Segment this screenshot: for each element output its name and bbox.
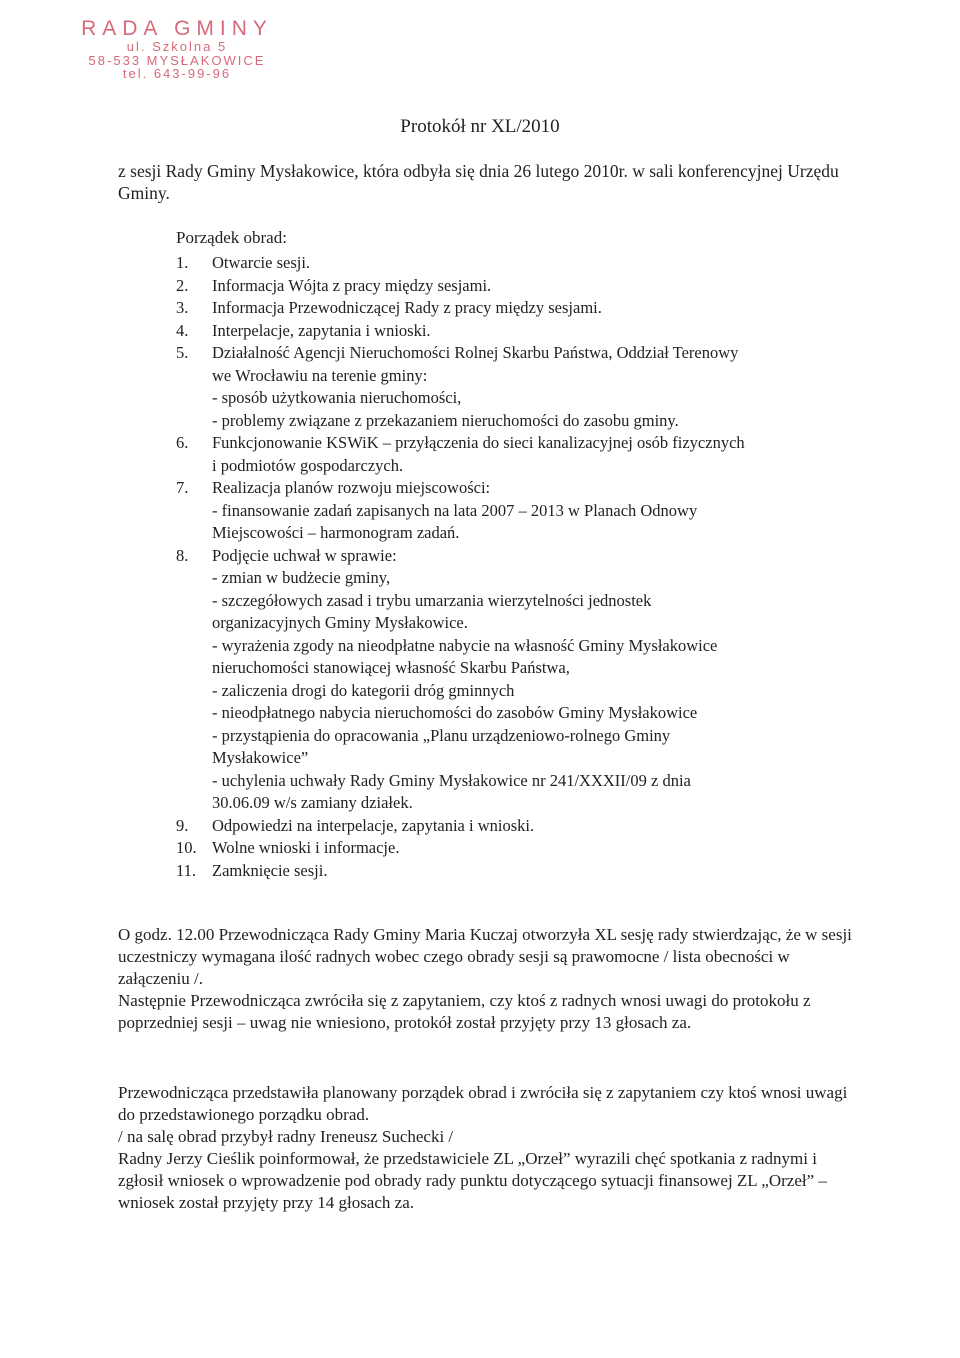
agenda-item-text (212, 320, 866, 343)
agenda-item-line: Otwarcie sesji. (212, 253, 311, 272)
agenda-item-text (212, 815, 866, 838)
agenda-item-number: 8. (176, 545, 189, 565)
stamp-line-3: 58-533 MYSŁAKOWICE (88, 52, 266, 68)
agenda-item-line: we Wrocławiu na terenie gminy: (212, 365, 428, 385)
agenda-heading: Porządek obrad: (176, 228, 287, 247)
agenda-item-number: 10. (176, 838, 197, 857)
agenda-item-line: - nieodpłatnego nabycia nieruchomości do zasobów Gminy Mysłakowice (212, 703, 698, 722)
stamp-line-1: RADA GMINY (81, 17, 273, 40)
agenda-item-line: Zamknięcie sesji. (212, 860, 328, 880)
agenda-item (176, 545, 866, 815)
agenda-item-text (212, 477, 866, 545)
paragraph-line: O godz. 12.00 Przewodnicząca Rady Gminy Maria Kuczaj otworzyła XL sesję rady stwierdzając, że w sesji uczestniczy wymagana ilość radnych wobec czego obrady sesji są prawomocne / lista obecności w załączeniu /. (118, 925, 852, 988)
agenda-item (176, 320, 866, 343)
intro-paragraph: z sesji Rady Gminy Mysłakowice, która odbyła się dnia 26 lutego 2010r. w sali konferencyjnej Urzędu Gminy. (118, 161, 839, 203)
agenda-item-line: organizacyjnych Gminy Mysłakowice. (212, 613, 468, 632)
stamp-line-2: ul. Szkolna 5 (126, 39, 228, 55)
agenda-item-number: 7. (176, 478, 189, 497)
agenda-item (176, 275, 866, 298)
agenda-item-text (212, 837, 866, 860)
agenda-item (176, 815, 866, 838)
agenda-item-number: 9. (176, 815, 189, 835)
agenda-item-number: 3. (176, 298, 189, 317)
agenda-item-line: Funkcjonowanie KSWiK – przyłączenia do sieci kanalizacyjnej osób fizycznych (212, 433, 745, 452)
agenda-item-line: - problemy związane z przekazaniem nieruchomości do zasobu gminy. (212, 410, 679, 430)
agenda-discussion-paragraph (118, 1082, 860, 1214)
agenda-item-line: - przystąpienia do opracowania „Planu urządzeniowo-rolnego Gminy (212, 725, 671, 745)
agenda-item-line: Wolne wnioski i informacje. (212, 838, 400, 857)
agenda-item-line: 30.06.09 w/s zamiany działek. (212, 793, 413, 812)
agenda-item-line: nieruchomości stanowiącej własność Skarbu Państwa, (212, 658, 570, 677)
agenda-item (176, 342, 866, 432)
council-stamp (62, 18, 292, 81)
agenda-item-number: 6. (176, 433, 189, 452)
agenda-item-line: Informacja Przewodniczącej Rady z pracy między sesjami. (212, 298, 602, 317)
agenda-item-number: 4. (176, 320, 189, 340)
agenda-item-line: Odpowiedzi na interpelacje, zapytania i wnioski. (212, 815, 535, 835)
agenda-item-text (212, 545, 866, 815)
agenda-item-line: Informacja Wójta z pracy między sesjami. (212, 275, 492, 295)
agenda-item-text (212, 432, 866, 477)
agenda-item-text (212, 342, 866, 432)
agenda-item-line: Mysłakowice” (212, 748, 309, 767)
agenda-item-number: 1. (176, 253, 189, 272)
agenda-item-line: - zmian w budżecie gminy, (212, 568, 391, 587)
agenda-item-line: Interpelacje, zapytania i wnioski. (212, 320, 431, 340)
agenda-item-line: Realizacja planów rozwoju miejscowości: (212, 478, 491, 497)
agenda-item-line: - wyrażenia zgody na nieodpłatne nabycie na własność Gminy Mysłakowice (212, 635, 718, 655)
stamp-line-4: tel. 643-99-96 (122, 66, 232, 82)
agenda-item-text (212, 860, 866, 883)
agenda-item-line: i podmiotów gospodarczych. (212, 455, 404, 475)
agenda-item-text (212, 275, 866, 298)
paragraph-line: / na salę obrad przybył radny Ireneusz Suchecki / (118, 1127, 454, 1146)
agenda-item-number: 2. (176, 275, 189, 295)
agenda-list (176, 252, 866, 882)
opening-paragraph (118, 924, 860, 1034)
paragraph-line: Radny Jerzy Cieślik poinformował, że przedstawiciele ZL „Orzeł” wyrazili chęć spotkania z radnymi i zgłosił wniosek o wprowadzenie pod obrady rady punktu dotyczącego sytuacji finansowej ZL „Orzeł” – wniosek został przyjęty przy 14 głosach za. (118, 1149, 827, 1212)
agenda-item (176, 477, 866, 545)
agenda-item-line: - finansowanie zadań zapisanych na lata 2007 – 2013 w Planach Odnowy (212, 500, 698, 520)
agenda-item-line: Miejscowości – harmonogram zadań. (212, 523, 460, 542)
agenda-item-number: 11. (176, 860, 197, 880)
agenda-item (176, 252, 866, 275)
agenda-item (176, 297, 866, 320)
document-title: Protokół nr XL/2010 (400, 116, 560, 137)
agenda-item-line: - uchylenia uchwały Rady Gminy Mysłakowice nr 241/XXXII/09 z dnia (212, 770, 691, 790)
paragraph-line: Przewodnicząca przedstawiła planowany porządek obrad i zwróciła się z zapytaniem czy ktoś wnosi uwagi do przedstawionego porządku obrad. (118, 1083, 848, 1124)
agenda-item-line: - zaliczenia drogi do kategorii dróg gminnych (212, 680, 515, 700)
agenda-item-line: - szczegółowych zasad i trybu umarzania wierzytelności jednostek (212, 590, 652, 610)
paragraph-line: Następnie Przewodnicząca zwróciła się z zapytaniem, czy ktoś z radnych wnosi uwagi do protokołu z poprzedniej sesji – uwag nie wniesiono, protokół został przyjęty przy 13 głosach za. (118, 991, 811, 1032)
agenda-item-line: Działalność Agencji Nieruchomości Rolnej Skarbu Państwa, Oddział Terenowy (212, 343, 739, 362)
agenda-item-line: - sposób użytkowania nieruchomości, (212, 388, 462, 407)
agenda-item-text (212, 252, 866, 275)
agenda-item (176, 432, 866, 477)
agenda-item (176, 860, 866, 883)
agenda-item (176, 837, 866, 860)
agenda-item-text (212, 297, 866, 320)
agenda-item-line: Podjęcie uchwał w sprawie: (212, 545, 397, 565)
agenda-item-number: 5. (176, 343, 189, 362)
